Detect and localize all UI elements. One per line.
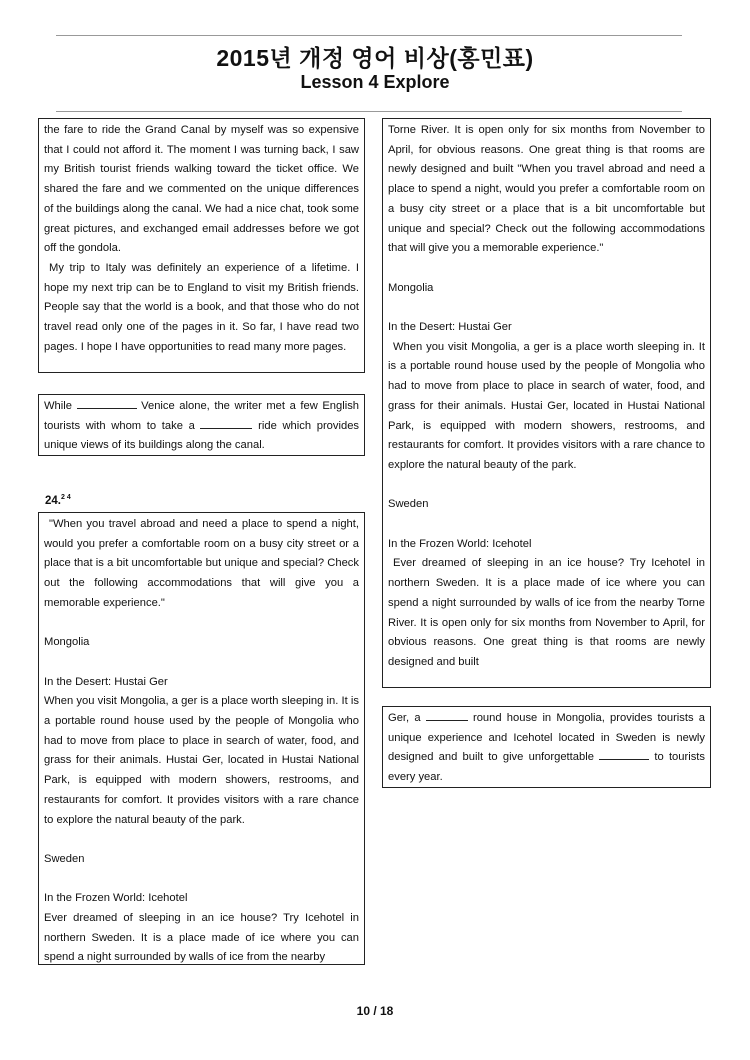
passage-paragraph: Torne River. It is open only for six months from November to April, for obvious reasons. One great thing is that rooms are newly designed and built "When you travel abroad and need a place to spend a night, would you prefer a comfortable room on a busy city street or a place that is a bit uncomfortable but unique and special? Check out the following accommodations that will give you a memorable experience." <box>388 124 705 255</box>
page-number: 10 / 18 <box>356 1004 394 1018</box>
left-passage-continued <box>38 118 365 373</box>
section-subheading: In the Desert: Hustai Ger <box>44 675 168 688</box>
passage-paragraph: My trip to Italy was definitely an experience of a lifetime. I hope my next trip can be to England to visit my British friends. People say that the world is a book, and that those who do not travel read only one of the pages in it. So far, I have read two pages. I hope I have opportunities to read many more pages. <box>44 261 359 353</box>
answer-blank[interactable] <box>599 748 649 760</box>
summary-text: While Venice alone, the writer met a few English tourists with whom to take a ride which provides unique views of its buildings along the canal. <box>44 397 359 456</box>
right-passage-continued <box>382 118 711 688</box>
passage-paragraph: the fare to ride the Grand Canal by myself was so expensive that I could not afford it. The moment I was turning back, I saw my British tourist friends walking toward the ticket office. We shared the fare and we commented on the unique differences of the buildings along the canal. We had a nice chat, took some great pictures, and exchanged email addresses before we got off the gondola. <box>44 124 359 255</box>
section-subheading: In the Frozen World: Icehotel <box>388 537 532 550</box>
answer-blank[interactable] <box>200 417 252 429</box>
section-heading: Mongolia <box>388 281 434 294</box>
section-subheading: In the Desert: Hustai Ger <box>388 321 512 333</box>
section-heading: Sweden <box>388 498 429 511</box>
answer-blank[interactable] <box>426 709 468 721</box>
left-summary-box <box>38 394 365 456</box>
passage-paragraph: When you visit Mongolia, a ger is a place worth sleeping in. It is a portable round house used by the people of Mongolia who had to move from place to place in search of water, food, and grass for their animals. Hustai Ger, located in Hustai National Park, is equipped with modern showers, restrooms, and restaurants for comfort. It provides visitors with a rare chance to explore the natural beauty of the park. <box>388 340 705 471</box>
page-title: 2015년 개정 영어 비상(홍민표) <box>216 45 534 71</box>
summary-text: Ger, a round house in Mongolia, provides tourists a unique experience and Icehotel located in Sweden is newly designed and built to give unforgettable to tourists every year. <box>388 709 705 788</box>
question-marks: 2 4 <box>61 494 71 501</box>
section-heading: Sweden <box>44 852 85 865</box>
left-question-passage <box>38 512 365 965</box>
top-rule <box>56 35 682 36</box>
passage-paragraph: Ever dreamed of sleeping in an ice house? Try Icehotel in northern Sweden. It is a place made of ice where you can spend a night surrounded by walls of ice from the nearby Torne River. It is open only for six months from November to April, for obvious reasons. One great thing is that rooms are newly designed and built <box>388 557 705 668</box>
section-subheading: In the Frozen World: Icehotel <box>44 892 188 905</box>
right-summary-box <box>382 706 711 788</box>
header-rule <box>56 111 682 112</box>
passage-paragraph: Ever dreamed of sleeping in an ice house? Try Icehotel in northern Sweden. It is a place made of ice where you can spend a night surrounded by walls of ice from the nearby <box>44 912 359 964</box>
passage-paragraph: When you visit Mongolia, a ger is a place worth sleeping in. It is a portable round house used by the people of Mongolia who had to move from place to place in search of water, food, and grass for their animals. Hustai Ger, located in Hustai National Park, is equipped with modern showers, restrooms, and restaurants for comfort. It provides visitors with a rare chance to explore the natural beauty of the park. <box>44 695 359 826</box>
answer-blank[interactable] <box>77 397 137 409</box>
passage-intro: "When you travel abroad and need a place to spend a night, would you prefer a comfortable room on a busy city street or a place that is a bit uncomfortable but unique and special? Check out the following accommodations that will give you a memorable experience." <box>44 518 359 609</box>
section-heading: Mongolia <box>44 636 90 649</box>
question-number: 24.$^{2 4}$ <box>45 494 71 507</box>
lesson-subtitle: Lesson 4 Explore <box>300 72 450 92</box>
